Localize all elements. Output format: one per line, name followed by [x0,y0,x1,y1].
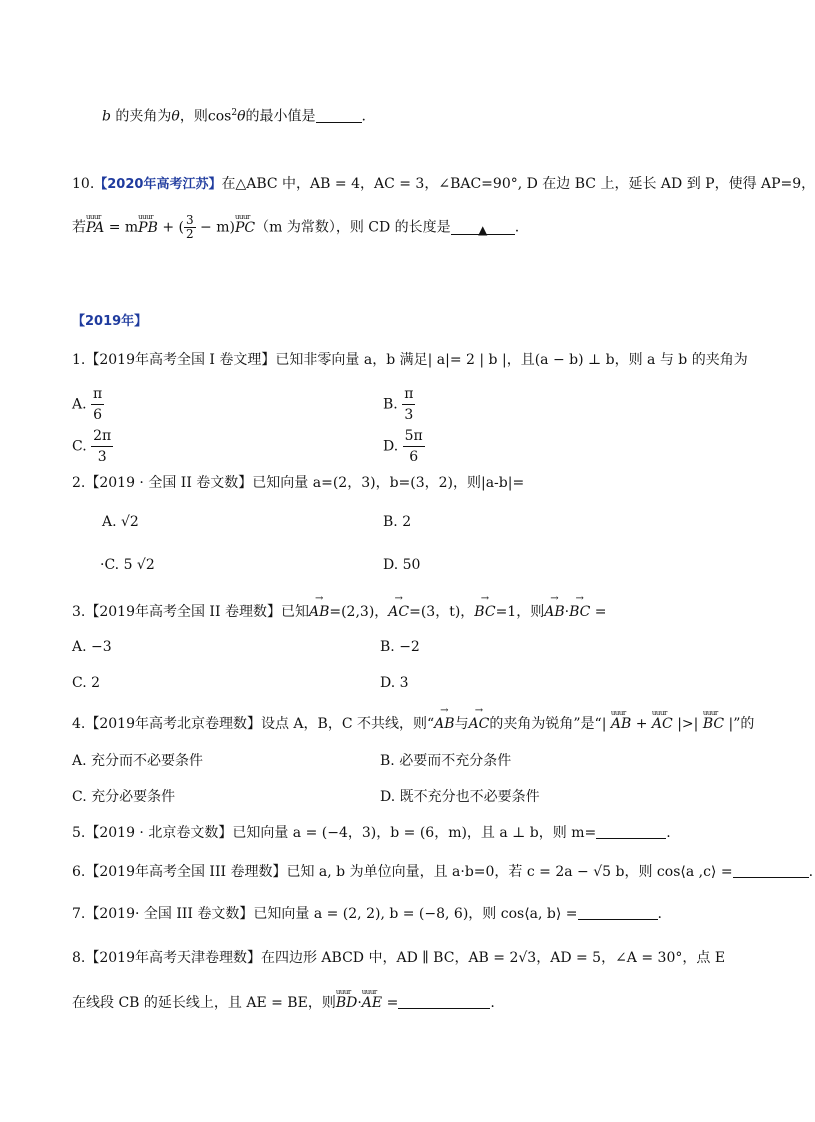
option-b[interactable]: B. 2 [383,514,412,530]
option-b[interactable]: B. −2 [380,639,420,655]
answer-blank[interactable] [578,905,658,920]
section-title-2019: 【2019年】 [72,314,148,329]
question-2: 2.【2019 · 全国 II 卷文数】已知向量 a=(2，3)，b=(3，2)，则|a-b|= [72,475,525,491]
fraction: $\frac{3}{2}$ [185,213,194,241]
question-5: 5.【2019 · 北京卷文数】已知向量 a = (−4，3)，b = (6，m)，且 a ⊥ b，则 m= . [72,825,671,841]
q9-continuation: b 的夹角为θ，则$\cos^2\theta$的最小值是 . [102,108,366,125]
option-c[interactable]: C. $\frac{2\pi}{3}$ [72,428,112,465]
source-tag: 【2020年高考江苏】 [94,177,222,192]
question-4: 4.【2019年高考北京卷理数】设点 A，B，C 不共线，则“→ AB与→ AC的夹角为锐角”是“| uuur AB + uuur AC |>| uuur BC |”的 [72,714,754,734]
answer-blank[interactable] [398,994,490,1009]
question-8-line1: 8.【2019年高考天津卷理数】在四边形 ABCD 中，AD ∥ BC，AB = 2√3，AD = 5，∠A = 30°，点 E [72,950,726,966]
option-c[interactable]: C. 2 [72,675,101,691]
question-10-line1: 10.【2020年高考江苏】在△ABC 中，AB = 4，AC = 3，∠BAC=90°, D 在边 BC 上，延长 AD 到 P，使得 AP=9， [72,176,815,192]
question-6: 6.【2019年高考全国 III 卷理数】已知 a, b 为单位向量，且 a·b=0，若 c = 2a − √5 b，则 cos⟨a ,c⟩ = . [72,864,814,880]
question-1: 1.【2019年高考全国 I 卷文理】已知非零向量 a，b 满足| a|= 2 | b |，且(a − b) ⊥ b，则 a 与 b 的夹角为 [72,352,748,368]
question-8-line2: 在线段 CB 的延长线上，且 AE = BE，则uuur BD·uuur AE = . [72,993,495,1013]
answer-blank[interactable] [316,108,362,123]
option-d[interactable]: D. 既不充分也不必要条件 [380,789,540,805]
option-d[interactable]: D. 3 [380,675,409,691]
option-c[interactable]: C. 充分必要条件 [72,789,176,805]
var-b: b [102,108,111,125]
answer-blank[interactable] [733,863,809,878]
option-a[interactable]: A. $\frac{\pi}{6}$ [72,386,103,423]
option-a[interactable]: A. −3 [72,639,112,655]
option-d[interactable]: D. 50 [383,557,421,573]
answer-blank[interactable] [596,824,666,839]
option-b[interactable]: B. 必要而不充分条件 [380,753,512,769]
question-10-line2: 若uuur PA = muuur PB + ( $\frac{3}{2}$ − m)uuur PC（m 为常数），则 CD 的长度是 ▲ . [72,214,519,241]
question-3: 3.【2019年高考全国 II 卷理数】已知→ AB=(2,3)，→ AC=(3，t)，→ BC=1，则→ AB·→ BC = [72,602,607,622]
option-a[interactable]: A. 充分而不必要条件 [72,753,204,769]
option-a[interactable]: A. √2 [102,514,139,530]
question-7: 7.【2019· 全国 III 卷文数】已知向量 a = (2, 2), b = (−8, 6)，则 cos⟨a, b⟩ = . [72,906,662,922]
option-d[interactable]: D. $\frac{5\pi}{6}$ [383,428,423,465]
option-c[interactable]: ·C. 5 √2 [100,557,155,573]
answer-blank[interactable] [451,220,515,235]
option-b[interactable]: B. $\frac{\pi}{3}$ [383,386,414,423]
triangle-icon: ▲ [478,222,488,237]
